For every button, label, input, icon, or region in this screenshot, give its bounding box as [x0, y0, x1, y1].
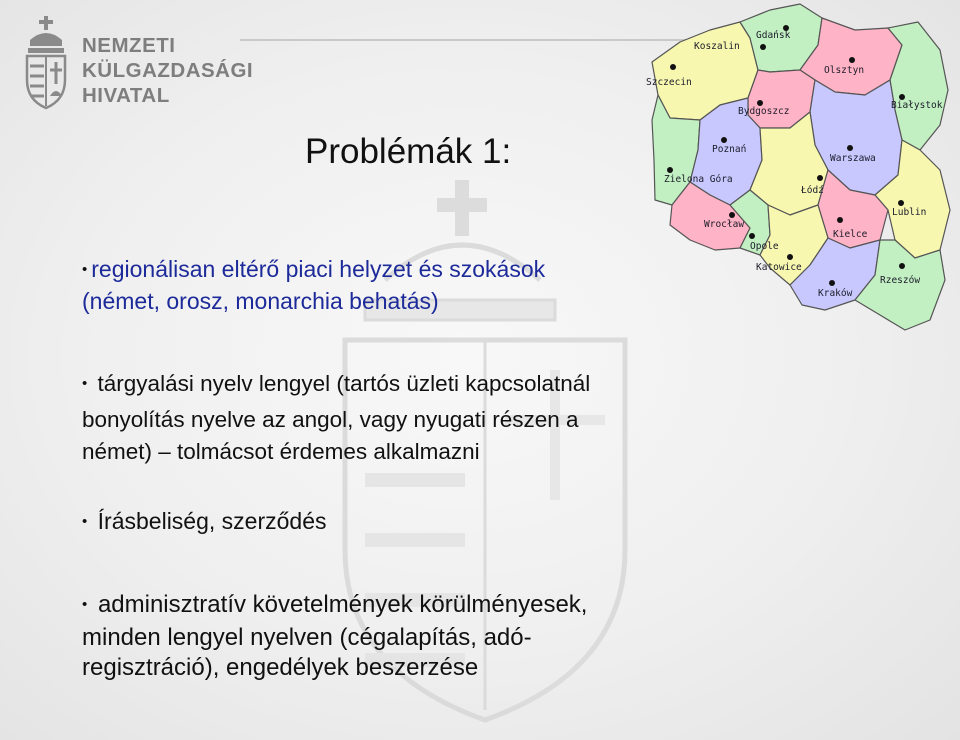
map-label-poznan: Poznań — [712, 144, 747, 155]
map-label-kielce: Kielce — [833, 229, 868, 240]
bullet-3-line-1: Írásbeliség, szerződés — [97, 508, 327, 534]
bullet-administrative-requirements — [82, 590, 822, 683]
bullet-1-line-2: (német, orosz, monarchia behatás) — [82, 288, 439, 314]
bullet-2-line-2: bonyolítás nyelve az angol, vagy nyugati részen a — [82, 406, 579, 432]
map-label-krakow: Kraków — [818, 288, 853, 299]
slide-title: Problémák 1: — [305, 132, 512, 171]
bullet-2-line-1: tárgyalási nyelv lengyel (tartós üzleti kapcsolatnál — [97, 371, 591, 396]
map-label-gdansk: Gdańsk — [756, 30, 791, 41]
bullet-dot: • — [82, 513, 88, 530]
logo-line-3: HIVATAL — [82, 84, 170, 107]
map-label-bydgoszcz: Bydgoszcz — [738, 106, 790, 117]
bullet-negotiation-language — [82, 368, 802, 469]
bullet-dot: • — [82, 261, 88, 278]
logo-text — [82, 33, 253, 108]
bullet-4-line-1: adminisztratív követelmények körülményesek, — [97, 591, 588, 618]
hungarian-crest-icon — [22, 14, 70, 110]
map-label-wroclaw: Wrocław — [704, 219, 745, 230]
logo-line-2: KÜLGAZDASÁGI — [82, 59, 254, 82]
map-label-lodz: Łódź — [801, 185, 824, 196]
map-label-opole: Opole — [750, 241, 779, 252]
bullet-4-line-2: minden lengyel nyelven (cégalapítás, adó- — [82, 624, 532, 651]
map-label-bialystok: Białystok — [891, 100, 943, 111]
bullet-dot: • — [82, 375, 88, 392]
map-label-katowice: Katowice — [756, 262, 802, 273]
map-label-warszawa: Warszawa — [830, 153, 876, 164]
map-label-zielona-gora: Zielona Góra — [664, 174, 733, 185]
bullet-2-line-3: német) – tolmácsot érdemes alkalmazni — [82, 439, 480, 464]
nkh-logo — [22, 14, 254, 114]
bullet-written-contracts — [82, 507, 802, 539]
map-label-rzeszow: Rzeszów — [880, 275, 921, 286]
bullet-1-line-1: regionálisan eltérő piaci helyzet és szokások — [91, 256, 546, 282]
bullet-regional-differences — [82, 255, 802, 316]
map-label-koszalin: Koszalin — [694, 41, 740, 52]
bullet-4-line-3: regisztráció), engedélyek beszerzése — [82, 654, 479, 681]
header-divider — [240, 39, 690, 41]
map-label-olsztyn: Olsztyn — [824, 65, 865, 76]
map-label-szczecin: Szczecin — [646, 77, 692, 88]
bullet-dot: • — [82, 596, 88, 613]
map-label-lublin: Lublin — [892, 207, 927, 218]
logo-line-1: NEMZETI — [82, 34, 176, 57]
